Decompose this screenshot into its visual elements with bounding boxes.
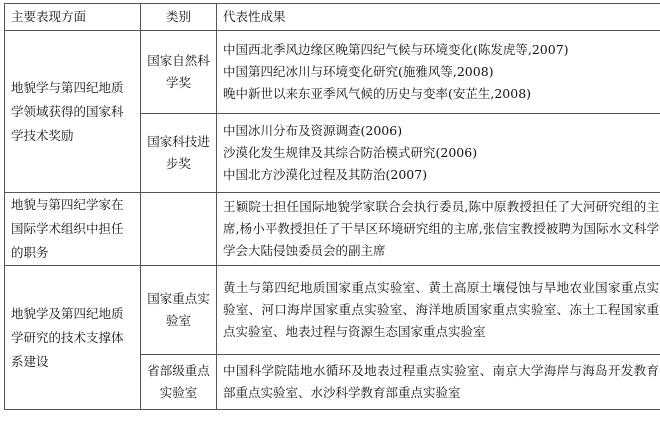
achievements-table [4, 3, 660, 410]
achievements-cell [217, 31, 660, 114]
category-text: 国家自然科学奖 [147, 53, 210, 90]
category-text: 国家科技进步奖 [147, 134, 210, 171]
aspect-cell [5, 266, 141, 410]
achievement-item: 中国西北季风边缘区晚第四纪气候与环境变化(陈发虎等,2007) [223, 42, 569, 57]
achievement-item: 中国北方沙漠化过程及其防治(2007) [223, 167, 428, 182]
category-cell [141, 266, 217, 355]
achievement-item: 晚中新世以来东亚季风气候的历史与变率(安芷生,2008) [223, 86, 532, 101]
table-header-row [5, 4, 660, 31]
achievements-cell [217, 355, 660, 410]
category-cell [141, 31, 217, 114]
achievements-cell [217, 266, 660, 355]
category-text: 省部级重点实验室 [147, 363, 210, 400]
achievement-item: 中国冰川分布及资源调查(2006) [223, 123, 403, 138]
category-text: 国家重点实验室 [147, 291, 210, 328]
header-achievements: 代表性成果 [217, 4, 660, 31]
achievement-item: 王颖院士担任国际地貌学家联合会执行委员,陈中原教授担任了大河研究组的主席,杨小平教授担任了干旱区环境研究组的主席,张信宝教授被聘为国际水文科学学会大陆侵蚀委员会的副主席 [223, 199, 659, 258]
achievement-item: 中国科学院陆地水循环及地表过程重点实验室、南京大学海岸与海岛开发教育部重点实验室、水沙科学教育部重点实验室 [223, 363, 659, 400]
category-cell [141, 193, 217, 266]
achievements-cell [217, 114, 660, 193]
header-aspect: 主要表现方面 [5, 4, 141, 31]
table-row [5, 193, 660, 266]
aspect-cell [5, 193, 141, 266]
aspect-text: 地貌学与第四纪地质学领域获得的国家科学技术奖励 [11, 79, 124, 143]
aspect-cell [5, 31, 141, 193]
aspect-text: 地貌与第四纪学家在国际学术组织中担任的职务 [11, 197, 124, 260]
category-cell [141, 355, 217, 410]
achievement-item: 中国第四纪冰川与环境变化研究(施雅风等,2008) [223, 64, 494, 79]
achievements-cell [217, 193, 660, 266]
header-category: 类别 [141, 4, 217, 31]
category-cell [141, 114, 217, 193]
achievement-item: 沙漠化发生规律及其综合防治模式研究(2006) [223, 145, 478, 160]
table-row [5, 31, 660, 114]
aspect-text: 地貌学及第四纪地质学研究的技术支撑体系建设 [11, 305, 124, 369]
achievement-item: 黄土与第四纪地质国家重点实验室、黄土高原土壤侵蚀与旱地农业国家重点实验室、河口海岸国家重点实验室、海洋地质国家重点实验室、冻土工程国家重点实验室、地表过程与资源生态国家重点实验室 [223, 280, 659, 339]
table-row [5, 266, 660, 355]
